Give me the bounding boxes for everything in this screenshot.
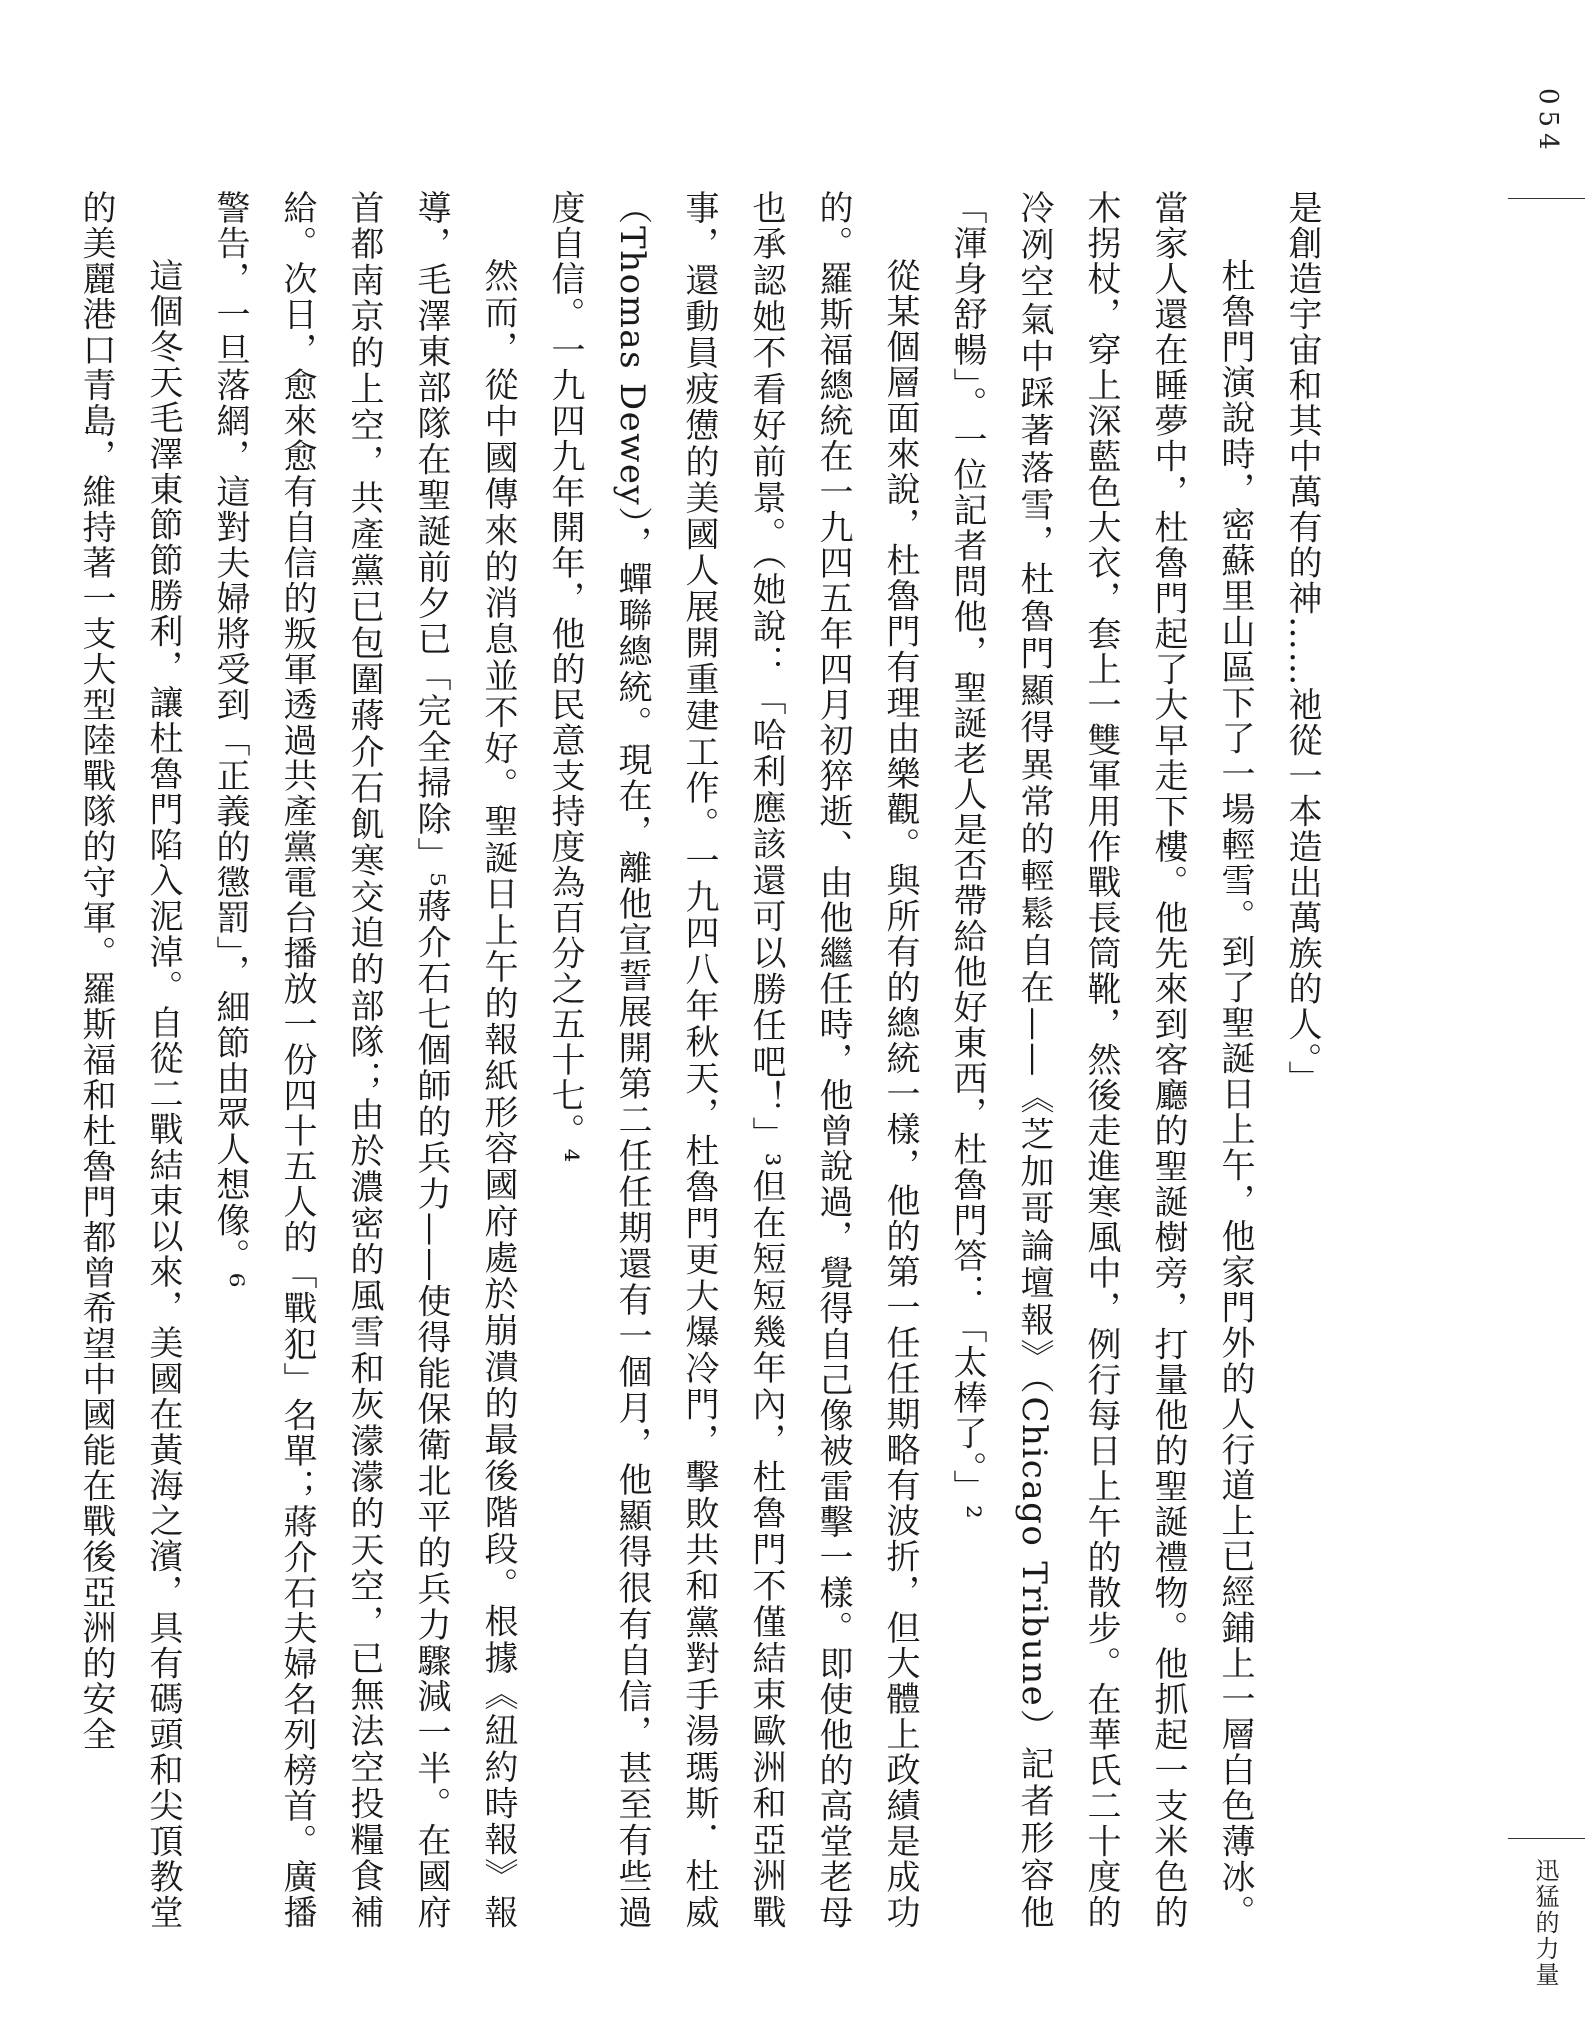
header-divider bbox=[1508, 198, 1585, 199]
footer-divider bbox=[1508, 1838, 1585, 1839]
paragraph: 這個冬天毛澤東節節勝利，讓杜魯門陷入泥淖。自從二戰結束以來，美國在黃海之濱，具有碼頭和尖頂教堂的美麗港口青島，維持著一支大型陸戰隊的守軍。羅斯福和杜魯門都曾希望中國能在戰後亞洲的安全 bbox=[76, 190, 183, 1930]
paragraph: 然而，從中國傳來的消息並不好。聖誕日上午的報紙形容國府處於崩潰的最後階段。根據《紐約時報》報導，毛澤東部隊在聖誕前夕已「完全掃除」⁵蔣介石七個師的兵力——使得能保衛北平的兵力驟減一半。在國府首都南京的上空，共產黨已包圍蔣介石飢寒交迫的部隊；由於濃密的風雪和灰濛濛的天空，已無法空投糧食補給。次日，愈來愈有自信的叛軍透過共產黨電台播放一份四十五人的「戰犯」名單；蔣介石夫婦名列榜首。廣播警告，一旦落網，這對夫婦將受到「正義的懲罰」，細節由眾人想像。⁶ bbox=[210, 190, 518, 1930]
page-number: 054 bbox=[1533, 88, 1563, 156]
body-text bbox=[76, 190, 1335, 1930]
paragraph: 從某個層面來說，杜魯門有理由樂觀。與所有的總統一樣，他的第一任任期略有波折，但大體上政績是成功的。羅斯福總統在一九四五年四月初猝逝、由他繼任時，他曾說過，覺得自己像被雷擊一樣。即使他的高堂老母也承認她不看好前景。（她說：「哈利應該還可以勝任吧！」³但在短短幾年內，杜魯門不僅結束歐洲和亞洲戰事，還動員疲憊的美國人展開重建工作。一九四八年秋天，杜魯門更大爆冷門，擊敗共和黨對手湯瑪斯．杜威（Thomas Dewey），蟬聯總統。現在，離他宣誓展開第二任任期還有一個月，他顯得很有自信，甚至有些過度自信。一九四九年開年，他的民意支持度為百分之五十七。⁴ bbox=[545, 190, 920, 1930]
running-head: 迅猛的力量 bbox=[1531, 1858, 1559, 1988]
paragraph: 是創造宇宙和其中萬有的神……祂從一本造出萬族的人。」 bbox=[1282, 190, 1322, 1096]
paragraph: 杜魯門演說時，密蘇里山區下了一場輕雪。到了聖誕日上午，他家門外的人行道上已經鋪上一層白色薄冰。當家人還在睡夢中，杜魯門起了大早走下樓。他先來到客廳的聖誕樹旁，打量他的聖誕禮物。他抓起一支米色的木拐杖，穿上深藍色大衣，套上一雙軍用作戰長筒靴，然後走進寒風中，例行每日上午的散步。在華氏二十度的冷冽空氣中踩著落雪，杜魯門顯得異常的輕鬆自在——《芝加哥論壇報》（Chicago Tribune）記者形容他「渾身舒暢」。一位記者問他，聖誕老人是否帶給他好東西，杜魯門答：「太棒了。」² bbox=[947, 190, 1255, 1930]
